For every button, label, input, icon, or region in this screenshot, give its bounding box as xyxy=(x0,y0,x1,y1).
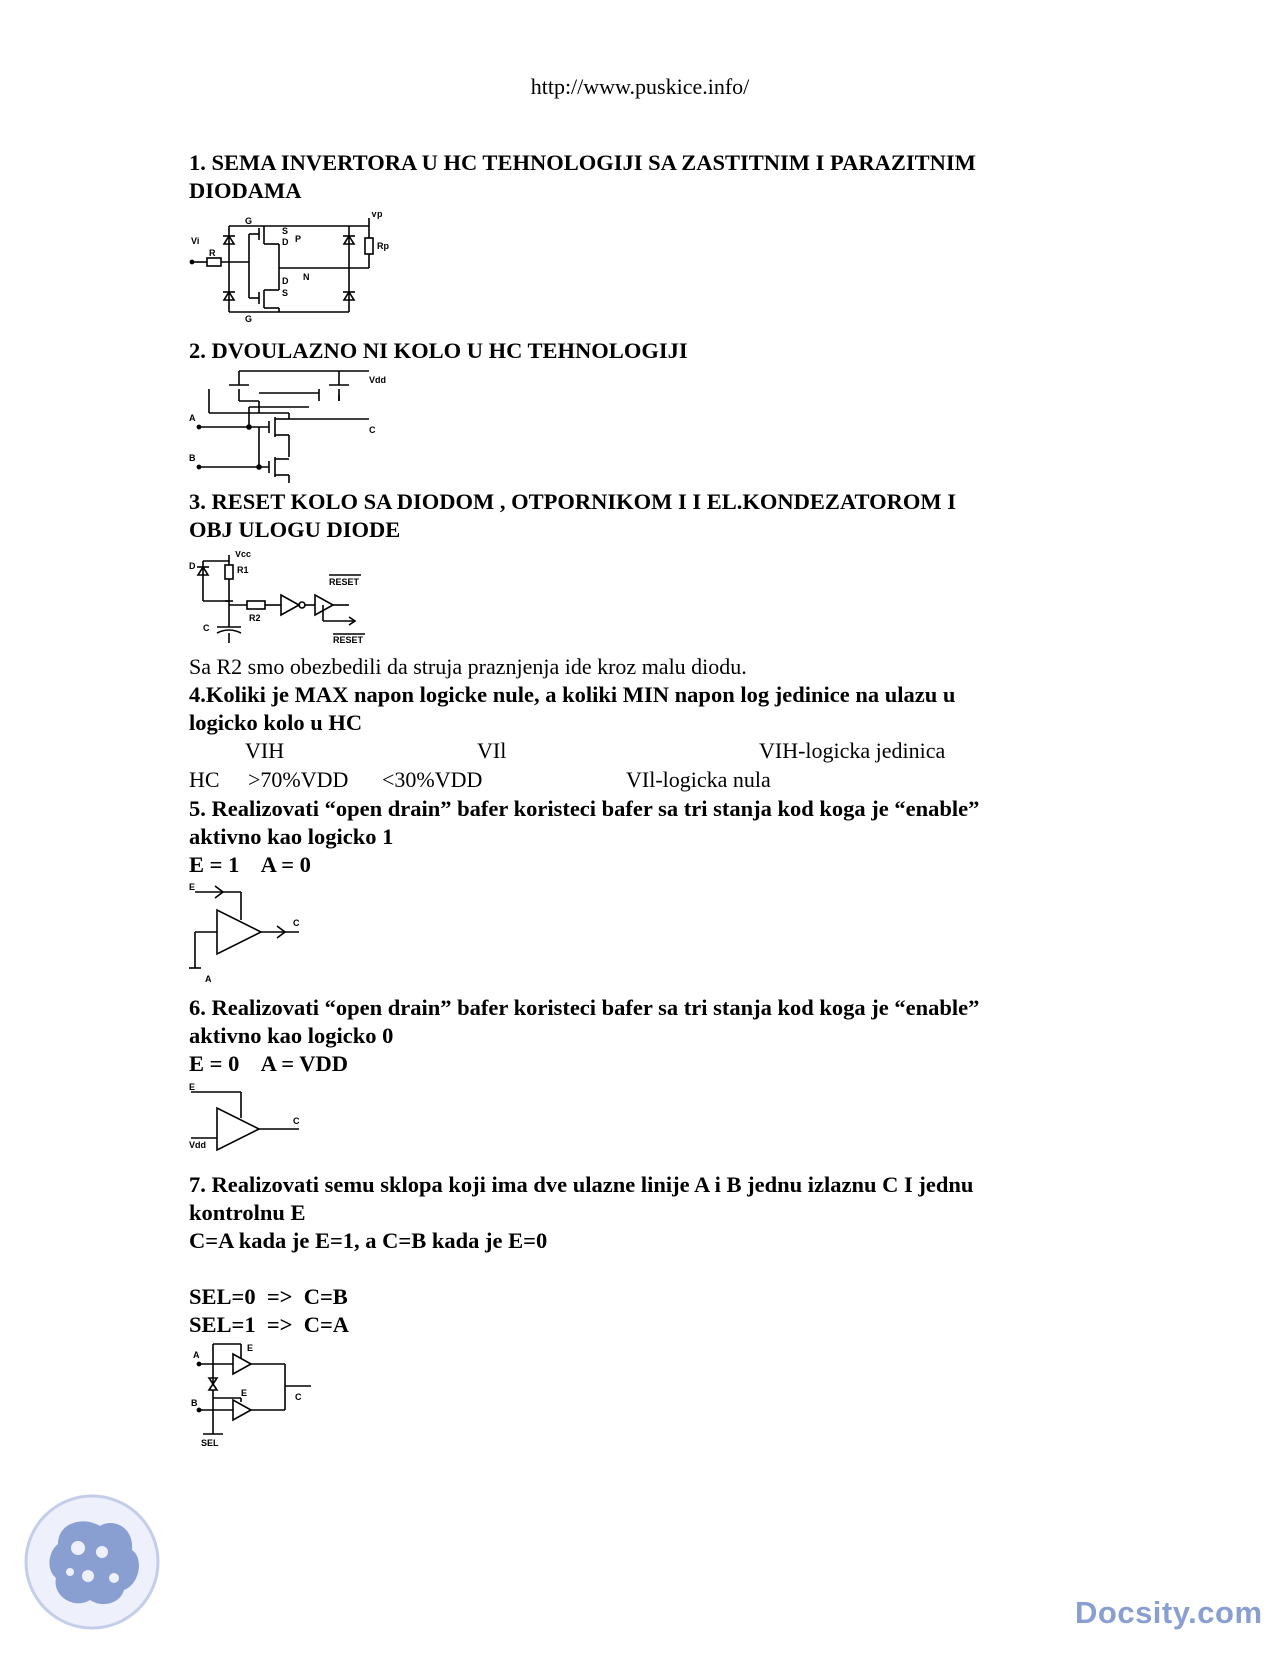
label-sel: SEL xyxy=(201,1438,219,1448)
multiplexer-diagram xyxy=(189,1340,329,1450)
label-d-bot: D xyxy=(282,276,289,286)
table-row-label: HC xyxy=(189,767,220,792)
label-rp: Rp xyxy=(377,241,389,251)
table-vih-value: >70%VDD xyxy=(248,767,349,792)
header-url[interactable]: http://www.puskice.info/ xyxy=(530,74,750,99)
label-a: A xyxy=(189,413,196,423)
section-7-title-line2: kontrolnu E xyxy=(189,1200,306,1225)
label-e1: E xyxy=(247,1343,254,1353)
label-e: E xyxy=(189,882,196,892)
open-drain-enable-1-diagram xyxy=(189,882,319,984)
label-vdd: Vdd xyxy=(369,375,386,385)
section-1-title-line1: 1. SEMA INVERTORA U HC TEHNOLOGIJI SA ZASTITNIM I PARAZITNIM xyxy=(189,150,976,175)
label-c: C xyxy=(369,425,376,435)
label-b: B xyxy=(191,1398,198,1408)
section-5-title-line2: aktivno kao logicko 1 xyxy=(189,824,394,849)
section-4-title-line1: 4.Koliki je MAX napon logicke nule, a koliki MIN napon log jedinice na ulazu u xyxy=(189,682,956,707)
label-c: C xyxy=(203,623,210,633)
label-g-top: G xyxy=(245,216,253,226)
label-c: C xyxy=(293,918,300,928)
section-7-sel0: SEL=0 => C=B xyxy=(189,1284,348,1309)
label-p: P xyxy=(295,234,302,244)
section-1-title-line2: DIODAMA xyxy=(189,178,302,203)
section-7-condition: C=A kada je E=1, a C=B kada je E=0 xyxy=(189,1228,548,1253)
section-5-title-line1: 5. Realizovati “open drain” bafer koristeci bafer sa tri stanja kod koga je “enable” xyxy=(189,796,980,821)
section-7-title-line1: 7. Realizovati semu sklopa koji ima dve ulazne linije A i B jednu izlaznu C I jednu xyxy=(189,1172,974,1197)
label-b: B xyxy=(189,453,196,463)
section-3-text: Sa R2 smo obezbedili da struja praznjenja ide kroz malu diodu. xyxy=(189,654,747,679)
label-vi: Vi xyxy=(191,236,200,246)
reset-circuit-diagram xyxy=(189,551,389,651)
label-r: R xyxy=(209,248,216,258)
docsity-logo-icon[interactable] xyxy=(22,1492,162,1632)
section-6-title-line1: 6. Realizovati “open drain” bafer koristeci bafer sa tri stanja kod koga je “enable” xyxy=(189,995,980,1020)
label-reset-bot: RESET xyxy=(333,635,364,645)
section-4-title-line2: logicko kolo u HC xyxy=(189,710,363,735)
label-s-top: S xyxy=(282,226,289,236)
label-vp: Vp xyxy=(371,212,383,219)
table-note-vih: VIH-logicka jedinica xyxy=(759,738,946,763)
section-3-title-line1: 3. RESET KOLO SA DIODOM , OTPORNIKOM I I EL.KONDEZATOROM I xyxy=(189,489,956,514)
table-col-vil: VIl xyxy=(477,738,507,763)
section-2-title: 2. DVOULAZNO NI KOLO U HC TEHNOLOGIJI xyxy=(189,338,688,363)
label-c: C xyxy=(295,1392,302,1402)
section-7-sel1: SEL=1 => C=A xyxy=(189,1312,350,1337)
label-r1: R1 xyxy=(237,565,249,575)
label-e2: E xyxy=(241,1388,248,1398)
label-vdd: Vdd xyxy=(189,1140,206,1150)
label-c: C xyxy=(293,1116,300,1126)
label-g-bot: G xyxy=(245,314,253,322)
label-e: E xyxy=(189,1082,196,1092)
label-d: D xyxy=(189,561,196,571)
open-drain-enable-0-diagram xyxy=(189,1082,319,1152)
label-reset-top: RESET xyxy=(329,577,360,587)
nor-gate-hc-diagram xyxy=(189,367,399,485)
label-a: A xyxy=(193,1350,200,1360)
table-col-vih: VIH xyxy=(245,738,285,763)
docsity-brand[interactable]: Docsity.com xyxy=(1075,1595,1263,1630)
label-s-bot: S xyxy=(282,288,289,298)
label-vcc: Vcc xyxy=(235,551,252,559)
section-6-condition: E = 0 A = VDD xyxy=(189,1051,349,1076)
table-vil-value: <30%VDD xyxy=(382,767,483,792)
label-a: A xyxy=(205,974,212,984)
section-5-condition: E = 1 A = 0 xyxy=(189,852,311,877)
label-r2: R2 xyxy=(249,613,261,623)
table-note-vil: VIl-logicka nula xyxy=(626,767,771,792)
label-n: N xyxy=(303,272,310,282)
section-6-title-line2: aktivno kao logicko 0 xyxy=(189,1023,394,1048)
section-3-title-line2: OBJ ULOGU DIODE xyxy=(189,517,401,542)
label-d-top: D xyxy=(282,237,289,247)
inverter-hc-diagram xyxy=(189,212,404,322)
